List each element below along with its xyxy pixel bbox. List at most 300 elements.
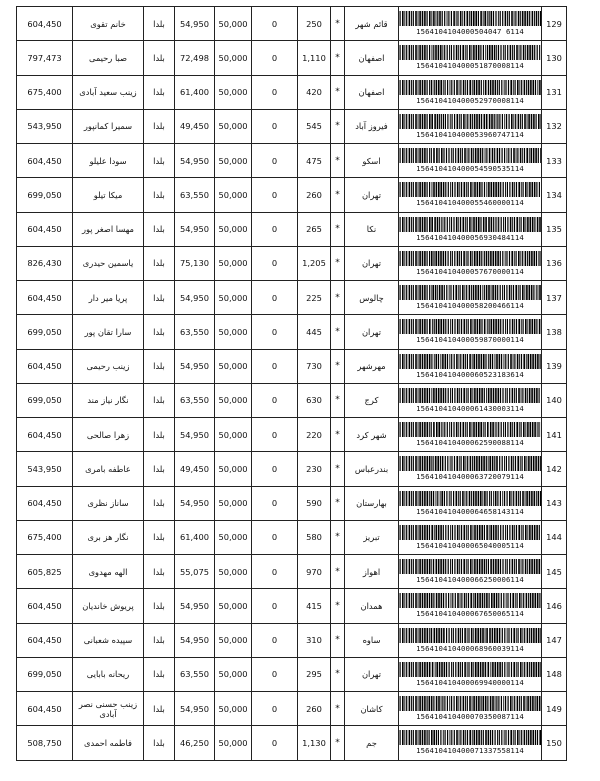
barcode-number: 156410410400053960747114 — [416, 129, 524, 139]
zero-cell: 0 — [252, 486, 298, 520]
barcode-graphic — [399, 730, 542, 745]
base-fee-cell: 50,000 — [215, 726, 252, 760]
zero-cell: 0 — [252, 246, 298, 280]
star-mark-cell: * — [331, 315, 345, 349]
weight-cell: 445 — [298, 315, 331, 349]
row-number-cell: 139 — [542, 349, 567, 383]
total-cell: 604,450 — [17, 281, 73, 315]
total-cell: 675,400 — [17, 520, 73, 554]
base-fee-cell: 50,000 — [215, 7, 252, 41]
recipient-name-cell: پریا میر دار — [73, 281, 144, 315]
star-mark-cell: * — [331, 692, 345, 726]
row-number-cell: 132 — [542, 109, 567, 143]
city-cell: تبریز — [345, 520, 399, 554]
weight-cell: 730 — [298, 349, 331, 383]
star-mark-cell: * — [331, 41, 345, 75]
barcode-cell — [399, 41, 542, 75]
base-fee-cell: 50,000 — [215, 349, 252, 383]
total-cell: 675,400 — [17, 75, 73, 109]
star-mark-cell: * — [331, 212, 345, 246]
recipient-name-cell: سپیده شعبانی — [73, 623, 144, 657]
table-row — [17, 109, 567, 143]
city-cell: اصفهان — [345, 75, 399, 109]
fee-cell: 63,550 — [175, 657, 215, 691]
barcode-number: 156410410400060523183614 — [416, 369, 524, 379]
barcode-number: 156410410400071337558114 — [416, 746, 524, 756]
status-cell: بلدا — [144, 657, 175, 691]
row-number-cell: 129 — [542, 7, 567, 41]
base-fee-cell: 50,000 — [215, 212, 252, 246]
fee-cell: 61,400 — [175, 520, 215, 554]
fee-cell: 72,498 — [175, 41, 215, 75]
barcode-cell — [399, 383, 542, 417]
barcode-cell — [399, 520, 542, 554]
city-cell: همدان — [345, 589, 399, 623]
zero-cell: 0 — [252, 657, 298, 691]
barcode-cell — [399, 692, 542, 726]
barcode-graphic — [399, 285, 542, 300]
barcode-graphic — [399, 354, 542, 369]
city-cell: مهرشهر — [345, 349, 399, 383]
table-row — [17, 452, 567, 486]
barcode-number: 156410410400067650065114 — [416, 609, 524, 619]
base-fee-cell: 50,000 — [215, 109, 252, 143]
total-cell: 699,050 — [17, 315, 73, 349]
total-cell: 604,450 — [17, 418, 73, 452]
weight-cell: 545 — [298, 109, 331, 143]
weight-cell: 415 — [298, 589, 331, 623]
city-cell: اصفهان — [345, 41, 399, 75]
recipient-name-cell: زینب حسنی نصر آبادی — [73, 692, 144, 726]
table-row — [17, 692, 567, 726]
status-cell: بلدا — [144, 109, 175, 143]
row-number-cell: 143 — [542, 486, 567, 520]
zero-cell: 0 — [252, 692, 298, 726]
weight-cell: 265 — [298, 212, 331, 246]
status-cell: بلدا — [144, 589, 175, 623]
fee-cell: 54,950 — [175, 623, 215, 657]
weight-cell: 590 — [298, 486, 331, 520]
zero-cell: 0 — [252, 555, 298, 589]
row-number-cell: 138 — [542, 315, 567, 349]
row-number-cell: 147 — [542, 623, 567, 657]
table-row — [17, 281, 567, 315]
star-mark-cell: * — [331, 623, 345, 657]
star-mark-cell: * — [331, 383, 345, 417]
total-cell: 604,450 — [17, 144, 73, 178]
total-cell: 604,450 — [17, 486, 73, 520]
barcode-cell — [399, 144, 542, 178]
table-row — [17, 7, 567, 41]
recipient-name-cell: زینب سعید آبادی — [73, 75, 144, 109]
base-fee-cell: 50,000 — [215, 178, 252, 212]
weight-cell: 1,110 — [298, 41, 331, 75]
table-row — [17, 212, 567, 246]
barcode-graphic — [399, 388, 542, 403]
recipient-name-cell: صبا رحیمی — [73, 41, 144, 75]
barcode-number: 156410410400052970008114 — [416, 95, 524, 105]
star-mark-cell: * — [331, 657, 345, 691]
weight-cell: 230 — [298, 452, 331, 486]
status-cell: بلدا — [144, 7, 175, 41]
weight-cell: 250 — [298, 7, 331, 41]
total-cell: 699,050 — [17, 383, 73, 417]
zero-cell: 0 — [252, 178, 298, 212]
star-mark-cell: * — [331, 75, 345, 109]
fee-cell: 61,400 — [175, 75, 215, 109]
weight-cell: 220 — [298, 418, 331, 452]
row-number-cell: 145 — [542, 555, 567, 589]
barcode-number: 156410410400062590088114 — [416, 438, 524, 448]
barcode-number: 156410410400051870008114 — [416, 61, 524, 71]
status-cell: بلدا — [144, 623, 175, 657]
barcode-graphic — [399, 114, 542, 129]
row-number-cell: 134 — [542, 178, 567, 212]
base-fee-cell: 50,000 — [215, 520, 252, 554]
status-cell: بلدا — [144, 520, 175, 554]
total-cell: 797,473 — [17, 41, 73, 75]
barcode-cell — [399, 212, 542, 246]
city-cell: چالوس — [345, 281, 399, 315]
row-number-cell: 150 — [542, 726, 567, 760]
base-fee-cell: 50,000 — [215, 75, 252, 109]
city-cell: جم — [345, 726, 399, 760]
total-cell: 543,950 — [17, 109, 73, 143]
barcode-graphic — [399, 422, 542, 437]
barcode-graphic — [399, 593, 542, 608]
base-fee-cell: 50,000 — [215, 315, 252, 349]
total-cell: 604,450 — [17, 349, 73, 383]
table-row — [17, 657, 567, 691]
fee-cell: 49,450 — [175, 452, 215, 486]
recipient-name-cell: ریحانه بابایی — [73, 657, 144, 691]
city-cell: نکا — [345, 212, 399, 246]
base-fee-cell: 50,000 — [215, 281, 252, 315]
zero-cell: 0 — [252, 41, 298, 75]
barcode-number: 1564104104000504047 6114 — [416, 27, 524, 37]
base-fee-cell: 50,000 — [215, 589, 252, 623]
recipient-name-cell: میکا تیلو — [73, 178, 144, 212]
base-fee-cell: 50,000 — [215, 246, 252, 280]
barcode-graphic — [399, 662, 542, 677]
fee-cell: 54,950 — [175, 281, 215, 315]
total-cell: 605,825 — [17, 555, 73, 589]
recipient-name-cell: سودا علیلو — [73, 144, 144, 178]
weight-cell: 420 — [298, 75, 331, 109]
barcode-cell — [399, 657, 542, 691]
table-row — [17, 41, 567, 75]
barcode-number: 156410410400058200466114 — [416, 301, 524, 311]
star-mark-cell: * — [331, 726, 345, 760]
barcode-number: 156410410400059870000114 — [416, 335, 524, 345]
total-cell: 604,450 — [17, 692, 73, 726]
weight-cell: 295 — [298, 657, 331, 691]
row-number-cell: 131 — [542, 75, 567, 109]
table-row — [17, 383, 567, 417]
barcode-cell — [399, 281, 542, 315]
barcode-number: 156410410400063720079114 — [416, 472, 524, 482]
total-cell: 604,450 — [17, 212, 73, 246]
total-cell: 604,450 — [17, 7, 73, 41]
barcode-graphic — [399, 628, 542, 643]
zero-cell: 0 — [252, 452, 298, 486]
barcode-number: 156410410400065040005114 — [416, 540, 524, 550]
recipient-name-cell: یاسمین حیدری — [73, 246, 144, 280]
status-cell: بلدا — [144, 692, 175, 726]
zero-cell: 0 — [252, 212, 298, 246]
zero-cell: 0 — [252, 418, 298, 452]
status-cell: بلدا — [144, 41, 175, 75]
fee-cell: 54,950 — [175, 7, 215, 41]
status-cell: بلدا — [144, 383, 175, 417]
barcode-graphic — [399, 45, 542, 60]
zero-cell: 0 — [252, 383, 298, 417]
total-cell: 508,750 — [17, 726, 73, 760]
barcode-cell — [399, 555, 542, 589]
barcode-cell — [399, 246, 542, 280]
barcode-number: 156410410400066250006114 — [416, 575, 524, 585]
barcode-cell — [399, 109, 542, 143]
status-cell: بلدا — [144, 726, 175, 760]
recipient-name-cell: سمیرا کمانپور — [73, 109, 144, 143]
barcode-graphic — [399, 217, 542, 232]
recipient-name-cell: مهسا اصغر پور — [73, 212, 144, 246]
barcode-cell — [399, 726, 542, 760]
barcode-graphic — [399, 491, 542, 506]
barcode-graphic — [399, 696, 542, 711]
barcode-cell — [399, 349, 542, 383]
table-row — [17, 144, 567, 178]
star-mark-cell: * — [331, 418, 345, 452]
fee-cell: 54,950 — [175, 486, 215, 520]
barcode-cell — [399, 7, 542, 41]
recipient-name-cell: زهرا صالحی — [73, 418, 144, 452]
status-cell: بلدا — [144, 281, 175, 315]
row-number-cell: 135 — [542, 212, 567, 246]
city-cell: تهران — [345, 315, 399, 349]
weight-cell: 580 — [298, 520, 331, 554]
barcode-cell — [399, 452, 542, 486]
table-row — [17, 246, 567, 280]
fee-cell: 63,550 — [175, 315, 215, 349]
recipient-name-cell: ساناز نظری — [73, 486, 144, 520]
status-cell: بلدا — [144, 349, 175, 383]
city-cell: اهواز — [345, 555, 399, 589]
city-cell: بندرعباس — [345, 452, 399, 486]
barcode-cell — [399, 486, 542, 520]
star-mark-cell: * — [331, 144, 345, 178]
total-cell: 604,450 — [17, 623, 73, 657]
zero-cell: 0 — [252, 144, 298, 178]
barcode-number: 156410410400068960039114 — [416, 643, 524, 653]
weight-cell: 1,205 — [298, 246, 331, 280]
table-row — [17, 75, 567, 109]
zero-cell: 0 — [252, 281, 298, 315]
row-number-cell: 141 — [542, 418, 567, 452]
base-fee-cell: 50,000 — [215, 486, 252, 520]
zero-cell: 0 — [252, 520, 298, 554]
fee-cell: 55,075 — [175, 555, 215, 589]
barcode-number: 156410410400056930484114 — [416, 232, 524, 242]
total-cell: 604,450 — [17, 589, 73, 623]
status-cell: بلدا — [144, 75, 175, 109]
fee-cell: 63,550 — [175, 383, 215, 417]
barcode-cell — [399, 178, 542, 212]
star-mark-cell: * — [331, 555, 345, 589]
zero-cell: 0 — [252, 726, 298, 760]
barcode-graphic — [399, 251, 542, 266]
recipient-name-cell: خانم تقوی — [73, 7, 144, 41]
recipient-name-cell: پریوش خاندیان — [73, 589, 144, 623]
weight-cell: 260 — [298, 178, 331, 212]
row-number-cell: 133 — [542, 144, 567, 178]
recipient-name-cell: عاطفه بامری — [73, 452, 144, 486]
base-fee-cell: 50,000 — [215, 41, 252, 75]
star-mark-cell: * — [331, 281, 345, 315]
star-mark-cell: * — [331, 349, 345, 383]
recipient-name-cell: نگار نیاز مند — [73, 383, 144, 417]
status-cell: بلدا — [144, 212, 175, 246]
barcode-graphic — [399, 456, 542, 471]
zero-cell: 0 — [252, 109, 298, 143]
city-cell: فیروز آباد — [345, 109, 399, 143]
city-cell: قائم شهر — [345, 7, 399, 41]
table-row — [17, 589, 567, 623]
city-cell: تهران — [345, 657, 399, 691]
barcode-cell — [399, 589, 542, 623]
barcode-cell — [399, 418, 542, 452]
base-fee-cell: 50,000 — [215, 623, 252, 657]
barcode-graphic — [399, 80, 542, 95]
status-cell: بلدا — [144, 452, 175, 486]
table-row — [17, 418, 567, 452]
table-row — [17, 555, 567, 589]
weight-cell: 630 — [298, 383, 331, 417]
fee-cell: 54,950 — [175, 692, 215, 726]
barcode-graphic — [399, 11, 542, 26]
row-number-cell: 142 — [542, 452, 567, 486]
city-cell: تهران — [345, 246, 399, 280]
zero-cell: 0 — [252, 589, 298, 623]
city-cell: کرج — [345, 383, 399, 417]
status-cell: بلدا — [144, 315, 175, 349]
fee-cell: 54,950 — [175, 144, 215, 178]
barcode-cell — [399, 315, 542, 349]
row-number-cell: 144 — [542, 520, 567, 554]
shipments-table — [16, 6, 567, 761]
fee-cell: 54,950 — [175, 349, 215, 383]
fee-cell: 54,950 — [175, 589, 215, 623]
weight-cell: 475 — [298, 144, 331, 178]
recipient-name-cell: سارا تقان پور — [73, 315, 144, 349]
table-body — [17, 7, 567, 761]
zero-cell: 0 — [252, 7, 298, 41]
fee-cell: 63,550 — [175, 178, 215, 212]
row-number-cell: 140 — [542, 383, 567, 417]
table-row — [17, 178, 567, 212]
base-fee-cell: 50,000 — [215, 383, 252, 417]
recipient-name-cell: الهه مهدوی — [73, 555, 144, 589]
total-cell: 699,050 — [17, 657, 73, 691]
recipient-name-cell: زینب رحیمی — [73, 349, 144, 383]
barcode-number: 156410410400070350087114 — [416, 712, 524, 722]
row-number-cell: 130 — [542, 41, 567, 75]
row-number-cell: 149 — [542, 692, 567, 726]
base-fee-cell: 50,000 — [215, 418, 252, 452]
star-mark-cell: * — [331, 452, 345, 486]
status-cell: بلدا — [144, 144, 175, 178]
table-row — [17, 726, 567, 760]
zero-cell: 0 — [252, 75, 298, 109]
city-cell: شهر کرد — [345, 418, 399, 452]
fee-cell: 46,250 — [175, 726, 215, 760]
barcode-cell — [399, 623, 542, 657]
weight-cell: 225 — [298, 281, 331, 315]
table-row — [17, 520, 567, 554]
base-fee-cell: 50,000 — [215, 657, 252, 691]
table-row — [17, 349, 567, 383]
base-fee-cell: 50,000 — [215, 692, 252, 726]
city-cell: تهران — [345, 178, 399, 212]
star-mark-cell: * — [331, 486, 345, 520]
star-mark-cell: * — [331, 109, 345, 143]
city-cell: کاشان — [345, 692, 399, 726]
base-fee-cell: 50,000 — [215, 144, 252, 178]
fee-cell: 54,950 — [175, 418, 215, 452]
barcode-number: 156410410400057670000114 — [416, 266, 524, 276]
star-mark-cell: * — [331, 589, 345, 623]
fee-cell: 49,450 — [175, 109, 215, 143]
barcode-graphic — [399, 559, 542, 574]
zero-cell: 0 — [252, 349, 298, 383]
table-row — [17, 623, 567, 657]
star-mark-cell: * — [331, 178, 345, 212]
base-fee-cell: 50,000 — [215, 555, 252, 589]
status-cell: بلدا — [144, 178, 175, 212]
total-cell: 543,950 — [17, 452, 73, 486]
base-fee-cell: 50,000 — [215, 452, 252, 486]
document-sheet — [16, 6, 566, 761]
barcode-number: 156410410400055460000114 — [416, 198, 524, 208]
weight-cell: 970 — [298, 555, 331, 589]
barcode-number: 156410410400061430003114 — [416, 403, 524, 413]
fee-cell: 54,950 — [175, 212, 215, 246]
star-mark-cell: * — [331, 520, 345, 554]
barcode-graphic — [399, 319, 542, 334]
zero-cell: 0 — [252, 623, 298, 657]
barcode-graphic — [399, 525, 542, 540]
city-cell: اسکو — [345, 144, 399, 178]
status-cell: بلدا — [144, 246, 175, 280]
recipient-name-cell: نگار هز بری — [73, 520, 144, 554]
total-cell: 699,050 — [17, 178, 73, 212]
table-row — [17, 486, 567, 520]
table-row — [17, 315, 567, 349]
barcode-number: 156410410400054590535114 — [416, 164, 524, 174]
status-cell: بلدا — [144, 555, 175, 589]
barcode-graphic — [399, 182, 542, 197]
total-cell: 826,430 — [17, 246, 73, 280]
weight-cell: 310 — [298, 623, 331, 657]
barcode-number: 156410410400064658143114 — [416, 506, 524, 516]
barcode-cell — [399, 75, 542, 109]
recipient-name-cell: فاطمه احمدی — [73, 726, 144, 760]
row-number-cell: 148 — [542, 657, 567, 691]
status-cell: بلدا — [144, 418, 175, 452]
barcode-number: 156410410400069940000114 — [416, 677, 524, 687]
star-mark-cell: * — [331, 7, 345, 41]
fee-cell: 75,130 — [175, 246, 215, 280]
